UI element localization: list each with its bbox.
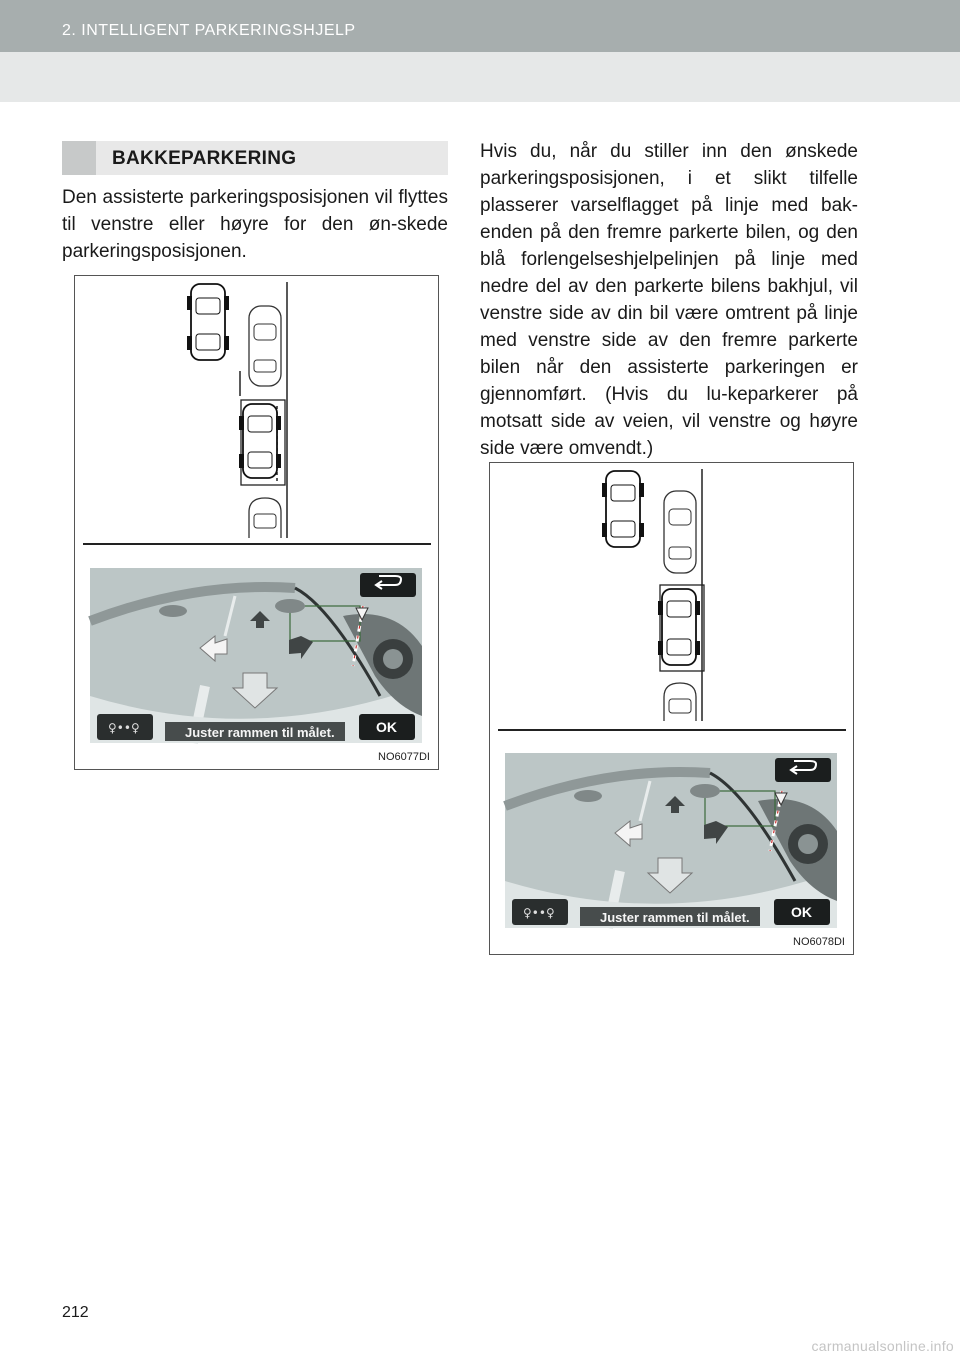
figure-code: NO6077DI	[378, 751, 430, 763]
camera-screen	[90, 568, 422, 743]
car-target-position	[658, 589, 700, 665]
right-paragraph: Hvis du, når du stiller inn den ønskede parkeringsposisjonen, i et slikt tilfelle plasserer varselflagget på linje med bak-enden på den fremre parkerte bilen, og den blå forlengelseshjelpelinjen på linje med nedre del av den parkerte bilens bakhjul, vil venstre side av din bil være omtrent på linje med venstre side av den fremre parkerte bilen når den assisterte parkeringen er gjennomført. (Hvis du lu-keparkerer på motsatt side av veien, vil venstre og høyre side være omvendt.)	[480, 141, 858, 459]
page-header	[0, 0, 960, 52]
left-paragraph: Den assisterte parkeringsposisjonen vil flyttes til venstre eller høyre for den øn-skede parkeringsposisjonen.	[62, 187, 448, 262]
parked-car-rear	[664, 683, 696, 721]
parked-car-rear	[249, 498, 281, 538]
parked-car-front	[249, 306, 281, 386]
parking-mode-icon: ♀••♀	[523, 906, 555, 920]
parking-mode-icon: ♀••♀	[108, 721, 140, 735]
screen-message: Juster rammen til målet.	[185, 725, 335, 740]
ok-button-label: OK	[376, 719, 397, 735]
watermark: carmanualsonline.info	[811, 1338, 954, 1354]
screen-message: Juster rammen til målet.	[600, 910, 750, 925]
section-heading	[62, 141, 448, 175]
section-heading-label: BAKKEPARKERING	[112, 148, 297, 169]
ok-button-label: OK	[791, 904, 812, 920]
car-target-position	[239, 404, 281, 478]
car-topview	[602, 471, 644, 547]
header-band	[0, 52, 960, 102]
camera-screen	[505, 753, 837, 928]
figure-1	[74, 275, 439, 770]
chapter-title: 2. INTELLIGENT PARKERINGSHJELP	[62, 22, 356, 39]
figure-2	[489, 462, 854, 955]
section-tab-marker	[62, 141, 96, 175]
parked-car-front	[664, 491, 696, 573]
figure-code: NO6078DI	[793, 936, 845, 948]
figure-1-illustration	[75, 276, 438, 769]
page-number: 212	[62, 1304, 89, 1321]
car-topview	[187, 284, 229, 360]
figure-2-illustration	[490, 463, 853, 954]
